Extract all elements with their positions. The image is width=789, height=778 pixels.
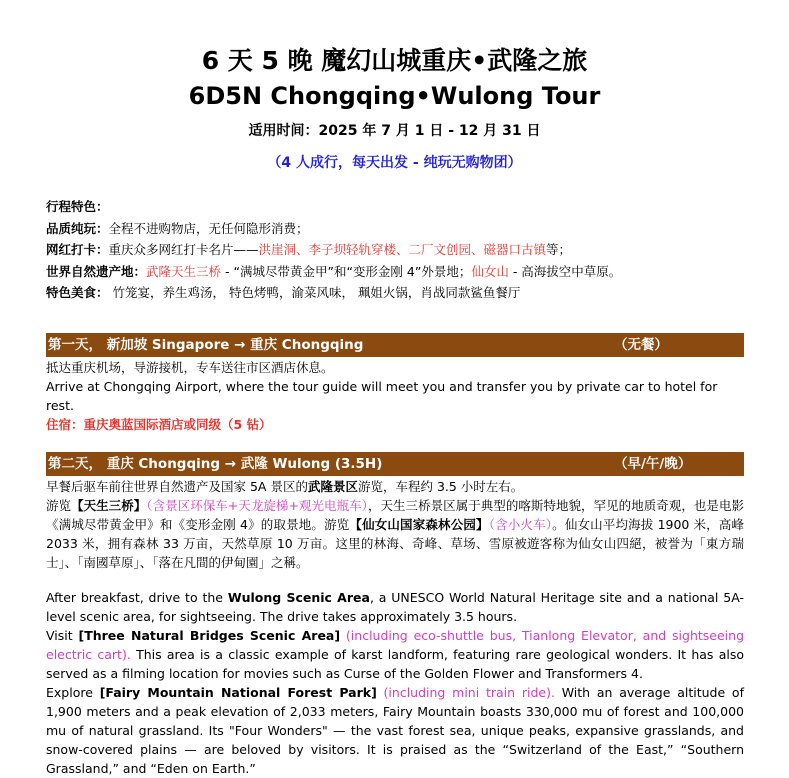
feature-text: 竹笼宴，养生鸡汤， 特色烤鸭，渝菜风味， 珮姐火锅，肖战同款鲨鱼餐厅 <box>108 285 521 300</box>
feature-heritage <box>46 261 746 283</box>
paragraph-gap <box>46 572 744 588</box>
heritage-spot: 武隆天生三桥 <box>146 263 222 279</box>
included-items: (including mini train ride). <box>376 685 555 700</box>
included-items: (including eco-shuttle bus, Tianlong Elevator, and sightseeing electric cart). <box>46 628 745 662</box>
day1-en-text: Arrive at Chongqing Airport, where the tour guide will meet you and transfer you by private car to hotel for rest. <box>46 379 718 413</box>
text-run: Explore <box>46 685 100 700</box>
day2-content <box>46 477 744 778</box>
features-heading: 行程特色： <box>46 199 109 214</box>
text-run: ，天生三桥景区属于典型的喀斯特地貌，罕见的地质奇观，也是电影《满城尽带黄金甲》和《变形金刚 4》的取景地。游览 <box>46 498 744 532</box>
day2-cn-p1 <box>46 477 744 496</box>
day2-header <box>46 452 744 476</box>
day1-header <box>46 333 744 357</box>
day1-meals: （无餐） <box>614 337 668 353</box>
text-run: This area is a classic example of karst landform, featuring rare geological wonders. It has also served as a filming location for movies such as Curse of the Golden Flower and Transformers 4. <box>46 647 744 681</box>
day1-hotel: 住宿：重庆奥蓝国际酒店或同级（5 钻） <box>46 417 272 432</box>
valid-period: 适用时间：2025 年 7 月 1 日 - 12 月 31 日 <box>248 123 541 139</box>
text-run: With an average altitude of 1,900 meters and a peak elevation of 2,033 meters, Fairy Mountain boasts 330,000 mu of forest and 100,000 mu of natural grassland. Its "Four Wonders" — the vast forest sea, unique peaks, expansive grasslands, and snow-covered plains — are beloved by visitors. It is praised as the “Switzerland of the East,” “Southern Grassland,” and “Eden on Earth.” <box>46 685 744 776</box>
title-chinese: 6 天 5 晚 魔幻山城重庆•武隆之旅 <box>201 46 588 75</box>
feature-text: 等； <box>546 242 572 257</box>
text-run: 。仙女山平均海拔 1900 米，高峰 2033 米，拥有森林 33 万亩，天然草原 10 万亩。这里的林海、奇峰、草场、雪原被遊客称为仙女山四絕，被誉为「東方瑞士」、「南國草原」、「落在凡間的伊甸園」之稱。 <box>46 517 744 570</box>
feature-checkin <box>46 239 746 261</box>
day2-en-p2 <box>46 626 744 683</box>
title-english: 6D5N Chongqing•Wulong Tour <box>188 82 601 110</box>
day2-en-p1 <box>46 588 744 626</box>
text-run: Visit <box>46 628 79 643</box>
checkin-spots: 洪崖洞、李子坝轻轨穿楼、二厂文创园、磁器口古镇 <box>258 242 547 257</box>
highlight-place: [Fairy Mountain National Forest Park] <box>99 685 377 700</box>
feature-text: 重庆众多网红打卡名片—— <box>108 242 259 257</box>
day2-en-p3 <box>46 683 744 778</box>
day1-cn-text: 抵达重庆机场，导游接机，专车送往市区酒店休息。 <box>46 360 334 375</box>
highlight-place: [Three Natural Bridges Scenic Area] <box>78 628 341 643</box>
tour-subtitle: （4 人成行，每天出发 - 纯玩无购物团） <box>267 155 522 171</box>
feature-quality <box>46 218 746 240</box>
feature-label: 品质纯玩： <box>46 220 109 236</box>
feature-text: - 高海拔空中草原。 <box>508 263 622 279</box>
feature-label: 特色美食： <box>46 285 109 300</box>
highlight-place: Wulong Scenic Area <box>227 590 370 605</box>
text-run: 早餐后驱车前往世界自然遗产及国家 5A 景区的 <box>46 479 308 494</box>
highlight-place: 【天生三桥】 <box>71 498 147 513</box>
text-run: 游览，车程约 3.5 小时左右。 <box>357 479 524 494</box>
day2-route: 第二天， 重庆 Chongqing → 武隆 Wulong (3.5H) <box>48 456 383 472</box>
tour-features <box>46 196 746 304</box>
feature-food <box>46 282 746 304</box>
highlight-place: 武隆景区 <box>307 479 358 494</box>
feature-text: 全程不进购物店，无任何隐形消费； <box>108 220 309 236</box>
text-run: After breakfast, drive to the <box>46 590 228 605</box>
text-run: 游览 <box>46 498 72 513</box>
feature-label: 世界自然遗产地： <box>46 263 147 279</box>
text-run: , a UNESCO World Natural Heritage site and a national 5A-level scenic area, for sightseeing. The drive takes approximately 3.5 hours. <box>46 590 744 624</box>
day2-cn-p2 <box>46 496 744 572</box>
day1-route: 第一天， 新加坡 Singapore → 重庆 Chongqing <box>48 337 364 353</box>
highlight-place: 【仙女山国家森林公园】 <box>349 517 489 532</box>
feature-label: 网红打卡： <box>46 242 109 257</box>
day1-content <box>46 358 744 434</box>
included-items: （含景区环保车+天龙旋梯+观光电瓶车） <box>146 498 368 513</box>
included-items: （含小火车） <box>488 517 553 532</box>
feature-text: - “满城尽带黄金甲”和“变形金刚 4”外景地； <box>221 263 472 279</box>
heritage-spot: 仙女山 <box>471 263 509 279</box>
day2-meals: （早/午/晚） <box>614 456 692 472</box>
